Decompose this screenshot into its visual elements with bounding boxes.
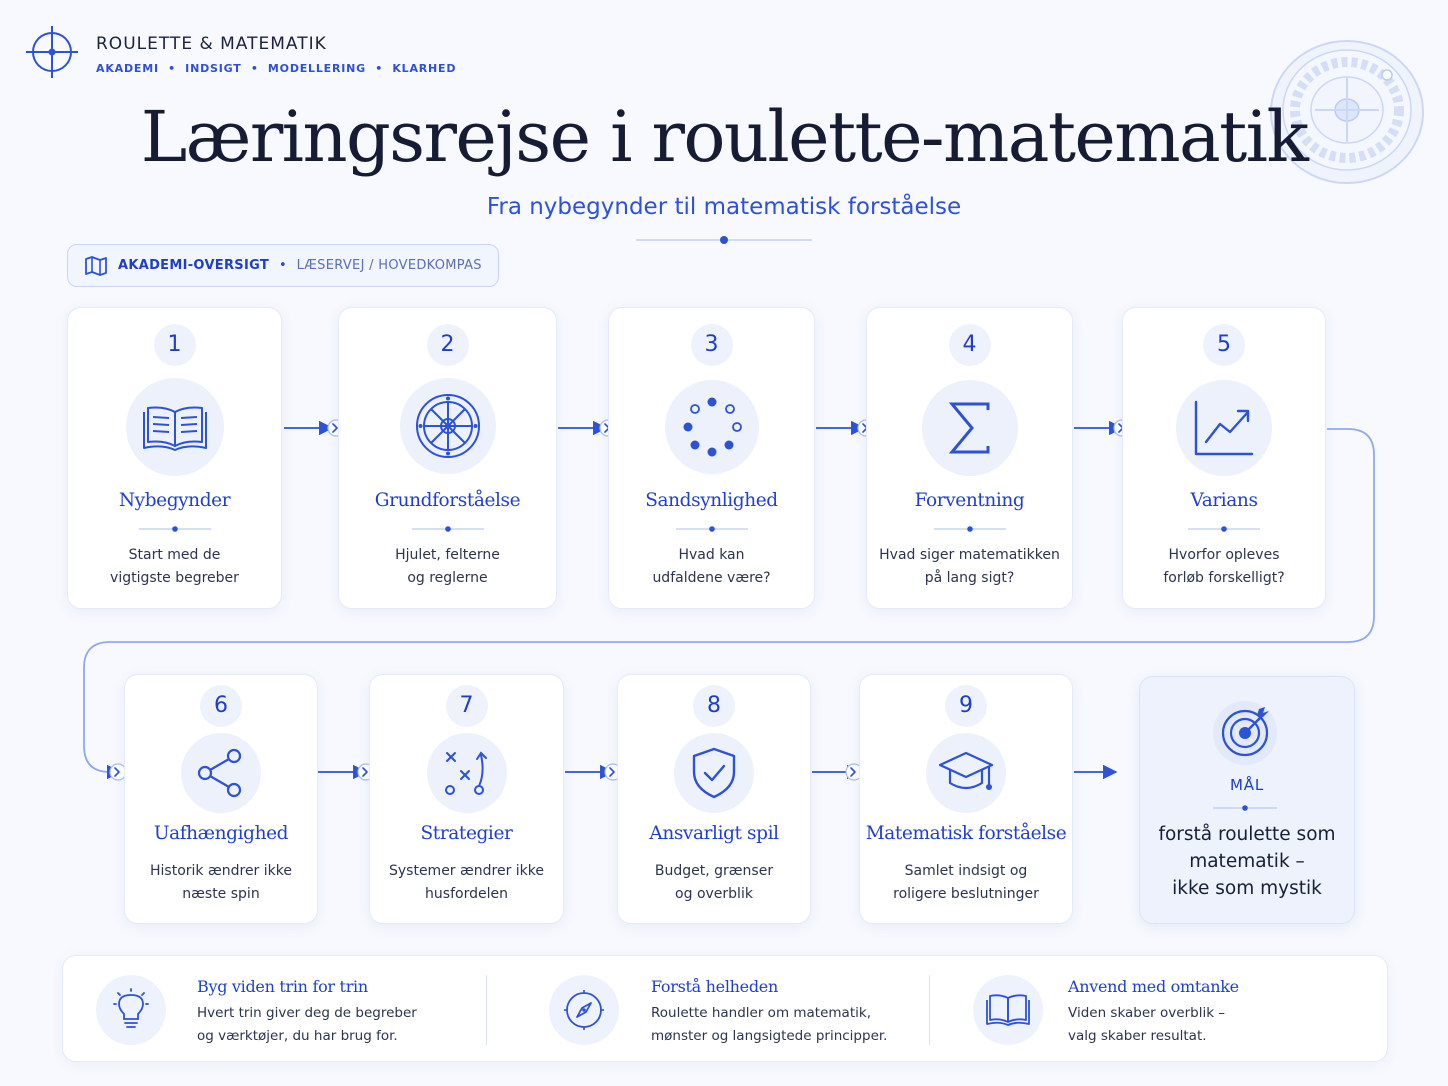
principle-icon-circle	[96, 975, 166, 1045]
step-card-9[interactable]	[859, 674, 1073, 924]
trend-chart-icon	[1192, 398, 1256, 458]
principle-description: Hvert trin giver deg de begreber og værktøjer, du har brug for.	[197, 1005, 417, 1044]
step-card-6[interactable]	[124, 674, 318, 924]
chip-sub: LÆSERVEJ / HOVEDKOMPAS	[296, 258, 482, 273]
step-divider	[412, 525, 484, 533]
step-title: Varians	[1190, 490, 1258, 511]
step-divider	[139, 525, 211, 533]
principle-icon-circle	[973, 975, 1043, 1045]
goal-divider	[1213, 804, 1277, 812]
chip-label: AKADEMI-OVERSIGT	[118, 258, 269, 273]
step-title: Forventning	[914, 490, 1025, 511]
step-title: Nybegynder	[118, 490, 231, 511]
step-title: Uafhængighed	[153, 823, 289, 844]
step-number: 2	[427, 324, 469, 366]
step-title: Ansvarligt spil	[649, 823, 779, 844]
share-nodes-icon	[195, 747, 247, 799]
principle-description: Roulette handler om matematik, mønster og langsigtede principper.	[651, 1005, 888, 1044]
step-description: Hvad kan udfaldene være?	[652, 547, 771, 586]
dots-circle-icon	[680, 395, 744, 459]
goal-label: MÅL	[1230, 776, 1264, 794]
step-card-4[interactable]	[866, 307, 1073, 609]
step-title: Grundforståelse	[374, 490, 521, 511]
step-number: 4	[949, 324, 991, 366]
principle-icon-circle	[549, 975, 619, 1045]
step-number: 6	[200, 685, 242, 727]
sigma-icon	[942, 398, 998, 458]
step-icon-circle	[400, 378, 496, 474]
step-icon-circle	[126, 378, 224, 476]
step-card-7[interactable]	[369, 674, 564, 924]
roulette-wheel-icon	[414, 392, 482, 460]
principle-separator	[486, 975, 487, 1045]
step-title: Sandsynlighed	[645, 490, 778, 511]
step-icon-circle	[674, 733, 754, 813]
goal-text: forstå roulette som matematik – ikke som mystik	[1158, 824, 1336, 899]
step-number: 5	[1203, 324, 1245, 366]
step-divider	[1188, 525, 1260, 533]
step-description: Budget, grænser og overblik	[654, 863, 774, 902]
open-book-icon	[142, 402, 208, 452]
step-number: 8	[693, 685, 735, 727]
principle-title: Byg viden trin for trin	[197, 977, 368, 996]
compass-icon	[563, 989, 605, 1031]
step-description: Samlet indsigt og roligere beslutninger	[893, 863, 1039, 902]
step-card-1[interactable]	[67, 307, 282, 609]
step-description: Hvorfor opleves forløb forskelligt?	[1163, 547, 1285, 586]
page-title: Læringsrejse i roulette-matematik	[140, 96, 1308, 178]
step-description: Hvad siger matematikken på lang sigt?	[879, 547, 1060, 586]
step-divider	[934, 525, 1006, 533]
lightbulb-icon	[111, 988, 151, 1032]
principle-description: Viden skaber overblik – valg skaber resultat.	[1068, 1005, 1226, 1044]
brand-name: ROULETTE & MATEMATIK	[96, 34, 327, 54]
step-title: Strategier	[420, 823, 513, 844]
target-icon	[1212, 700, 1278, 766]
step-divider	[676, 525, 748, 533]
shield-check-icon	[690, 746, 738, 800]
step-description: Historik ændrer ikke næste spin	[150, 863, 292, 902]
chip-separator: •	[279, 258, 287, 273]
step-description: Hjulet, felterne og reglerne	[395, 547, 500, 586]
step-number: 7	[446, 685, 488, 727]
step-title: Matematisk forståelse	[865, 823, 1067, 844]
step-description: Start med de vigtigste begreber	[110, 547, 239, 586]
graduation-cap-icon	[937, 749, 995, 797]
step-icon-circle	[922, 380, 1018, 476]
step-number: 3	[691, 324, 733, 366]
step-card-2[interactable]	[338, 307, 557, 609]
book-icon	[986, 992, 1030, 1028]
brand-tagline: AKADEMI • INDSIGT • MODELLERING • KLARHED	[96, 62, 457, 75]
step-number: 1	[154, 324, 196, 366]
strategy-play-icon	[441, 747, 493, 799]
step-icon-circle	[665, 380, 759, 474]
principle-title: Anvend med omtanke	[1068, 977, 1239, 996]
step-card-3[interactable]	[608, 307, 815, 609]
step-icon-circle	[181, 733, 261, 813]
step-card-8[interactable]	[617, 674, 811, 924]
step-icon-circle	[427, 733, 507, 813]
step-icon-circle	[926, 733, 1006, 813]
step-card-5[interactable]	[1122, 307, 1326, 609]
principle-title: Forstå helheden	[651, 977, 778, 996]
step-description: Systemer ændrer ikke husfordelen	[388, 863, 545, 902]
step-icon-circle	[1176, 380, 1272, 476]
step-number: 9	[945, 685, 987, 727]
principle-separator	[929, 975, 930, 1045]
page-subtitle: Fra nybegynder til matematisk forståelse	[486, 194, 962, 220]
